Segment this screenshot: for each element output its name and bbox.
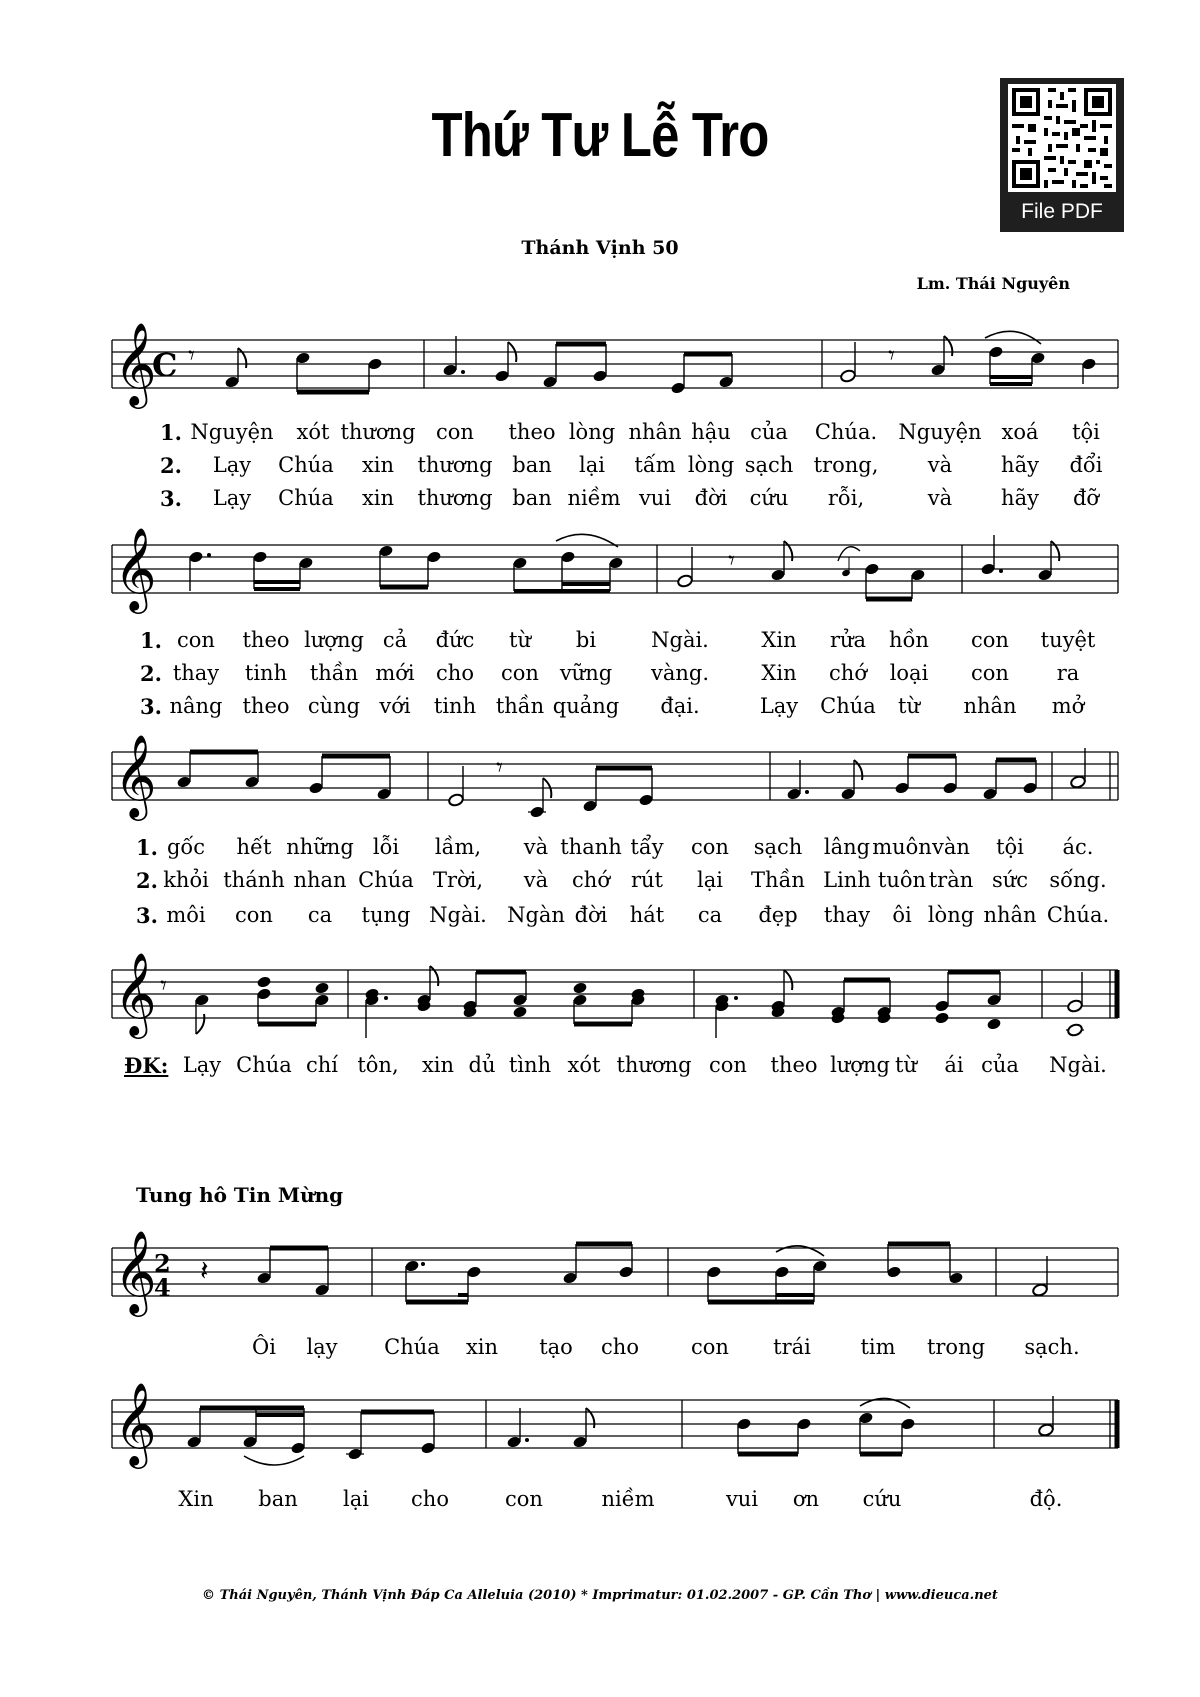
syllable: vàn xyxy=(932,835,970,859)
time-signature-top: 2 xyxy=(154,1249,171,1278)
verse-number: 2. xyxy=(160,453,182,478)
syllable: ca xyxy=(307,903,333,927)
syllable: con xyxy=(971,661,1009,685)
syllable: Chúa xyxy=(278,486,334,510)
syllable: quảng xyxy=(552,694,620,718)
syllable: trong, xyxy=(813,453,879,477)
syllable: Xin xyxy=(761,661,797,685)
syllable: Ngài. xyxy=(1049,1053,1107,1077)
staff-acclamation-2 xyxy=(0,1370,1200,1470)
syllable: vui xyxy=(638,486,672,510)
syllable: Lạy xyxy=(182,1053,222,1077)
syllable: những xyxy=(286,835,354,859)
syllable: lỗi xyxy=(372,835,400,859)
notes xyxy=(160,966,1084,1038)
syllable: nhân xyxy=(963,694,1017,718)
syllable: con xyxy=(505,1487,543,1511)
syllable: niềm xyxy=(601,1487,655,1511)
syllable: dủ xyxy=(468,1053,496,1077)
verse-number: 3. xyxy=(160,486,182,511)
syllable: lâng xyxy=(823,835,871,859)
syllable: tuôn xyxy=(877,868,927,892)
syllable: thương xyxy=(417,486,493,510)
syllable: thương xyxy=(340,420,416,444)
syllable: Chúa xyxy=(384,1335,440,1359)
syllable: tràn xyxy=(928,868,974,892)
syllable: rửa xyxy=(829,628,867,652)
syllable: nhân xyxy=(628,420,682,444)
lyric-line-3 xyxy=(0,486,1200,516)
syllable: lại xyxy=(343,1487,369,1511)
syllable: Thần xyxy=(751,868,805,892)
syllable: nhan xyxy=(293,868,347,892)
syllable: ban xyxy=(512,453,552,477)
syllable: từ xyxy=(898,694,920,718)
syllable: rút xyxy=(630,868,664,892)
syllable: rỗi, xyxy=(827,486,865,510)
staff-lines xyxy=(112,1248,1118,1296)
syllable: con xyxy=(235,903,273,927)
syllable: lạy xyxy=(306,1335,338,1359)
syllable: tuyệt xyxy=(1040,628,1096,652)
syllable: ôi xyxy=(892,903,912,927)
syllable: hãy xyxy=(1001,486,1039,510)
syllable: thay xyxy=(823,903,871,927)
lyric-line-3 xyxy=(0,903,1200,933)
syllable: loại xyxy=(889,661,929,685)
syllable: xoá xyxy=(1001,420,1039,444)
verse-number: 2. xyxy=(136,868,158,893)
syllable: đức xyxy=(435,628,475,652)
syllable: cho xyxy=(436,661,474,685)
syllable: lại xyxy=(697,868,723,892)
syllable: trái xyxy=(773,1335,811,1359)
syllable: theo xyxy=(770,1053,818,1077)
syllable: nhân xyxy=(983,903,1037,927)
syllable: đẹp xyxy=(758,903,798,927)
notes xyxy=(186,1396,1054,1465)
page-title: Thứ Tư Lễ Tro xyxy=(431,101,769,170)
syllable: ca xyxy=(697,903,723,927)
syllable: Chúa xyxy=(278,453,334,477)
syllable: thần xyxy=(309,661,359,685)
syllable: cho xyxy=(411,1487,449,1511)
syllable: con xyxy=(691,835,729,859)
syllable: đại. xyxy=(660,694,700,718)
syllable: lượng xyxy=(830,1053,890,1077)
lyric-line-1 xyxy=(0,628,1200,658)
syllable: Nguyện xyxy=(898,420,982,444)
syllable: sống. xyxy=(1049,868,1107,892)
syllable: với xyxy=(379,694,411,718)
treble-clef-icon: 𝄞 xyxy=(114,1381,157,1465)
syllable: xót xyxy=(296,420,330,444)
syllable: thương xyxy=(616,1053,692,1077)
syllable: lòng xyxy=(927,903,975,927)
syllable: Xin xyxy=(761,628,797,652)
staff-acclamation-1 xyxy=(0,1218,1200,1318)
syllable: đời xyxy=(694,486,728,510)
syllable: thánh xyxy=(223,868,285,892)
syllable: cả xyxy=(382,628,408,652)
verse-number: 3. xyxy=(136,903,158,928)
syllable: hãy xyxy=(1001,453,1039,477)
syllable: hồn xyxy=(889,628,929,652)
syllable: lượng xyxy=(304,628,364,652)
syllable: Trời, xyxy=(432,868,484,892)
treble-clef-icon: 𝄞 xyxy=(114,526,157,610)
verse-number: 1. xyxy=(140,628,162,653)
syllable: ái xyxy=(944,1053,964,1077)
syllable: vững xyxy=(559,661,613,685)
syllable: Lạy xyxy=(212,486,252,510)
syllable: tình xyxy=(508,1053,552,1077)
syllable: Nguyện xyxy=(190,420,274,444)
syllable: Lạy xyxy=(212,453,252,477)
footer-copyright: © Thái Nguyên, Thánh Vịnh Đáp Ca Alleluia (2010) * Imprimatur: 01.02.2007 - GP. Cần Thơ | www.dieuca.net xyxy=(202,1588,998,1603)
refrain-label: ĐK: xyxy=(124,1053,169,1078)
slur xyxy=(244,1456,304,1465)
syllable: và xyxy=(927,486,953,510)
syllable: Ôi xyxy=(252,1335,276,1359)
syllable: Chúa xyxy=(358,868,414,892)
syllable: thần xyxy=(495,694,545,718)
notes xyxy=(188,331,1097,394)
syllable: sạch xyxy=(753,835,803,859)
treble-clef-icon: 𝄞 xyxy=(114,733,157,817)
syllable: con xyxy=(709,1053,747,1077)
syllable: ác. xyxy=(1062,835,1094,859)
syllable: Chúa. xyxy=(1046,903,1110,927)
syllable: lại xyxy=(579,453,605,477)
lyric-line-2 xyxy=(0,868,1200,898)
lyric-line-2 xyxy=(0,661,1200,691)
syllable: cùng xyxy=(307,694,361,718)
syllable: niềm xyxy=(567,486,621,510)
syllable: đời xyxy=(574,903,608,927)
syllable: theo xyxy=(242,694,290,718)
syllable: chí xyxy=(305,1053,339,1077)
syllable: cứu xyxy=(862,1487,902,1511)
syllable: tinh xyxy=(244,661,288,685)
syllable: thanh xyxy=(560,835,622,859)
verse-number: 3. xyxy=(140,694,162,719)
lyric-line-1 xyxy=(0,420,1200,450)
syllable: Chúa xyxy=(820,694,876,718)
eighth-rest-icon: 𝄾 xyxy=(160,971,167,1001)
syllable: lầm, xyxy=(434,835,482,859)
syllable: cứu xyxy=(749,486,789,510)
eighth-rest-icon: 𝄾 xyxy=(888,341,895,371)
syllable: con xyxy=(177,628,215,652)
syllable: Ngàn xyxy=(507,903,565,927)
qr-code-badge[interactable] xyxy=(1000,78,1124,232)
syllable: ban xyxy=(512,486,552,510)
verse-number: 1. xyxy=(136,835,158,860)
syllable: hát xyxy=(629,903,665,927)
syllable: mở xyxy=(1051,694,1085,718)
verse-number: 2. xyxy=(140,661,162,686)
syllable: tinh xyxy=(433,694,477,718)
refrain-lyrics xyxy=(0,1053,1200,1083)
syllable: bi xyxy=(575,628,597,652)
notes xyxy=(188,534,1059,599)
syllable: từ xyxy=(895,1053,917,1077)
lyric-line-1 xyxy=(0,835,1200,865)
syllable: lòng xyxy=(687,453,735,477)
eighth-rest-icon: 𝄾 xyxy=(496,753,503,783)
syllable: khỏi xyxy=(163,868,209,892)
syllable: hậu xyxy=(691,420,731,444)
syllable: gốc xyxy=(166,835,206,859)
syllable: từ xyxy=(509,628,531,652)
staff-verse-3 xyxy=(0,722,1200,822)
treble-clef-icon: 𝄞 xyxy=(114,951,157,1035)
syllable: tẩy xyxy=(630,835,664,859)
verse-number: 1. xyxy=(160,420,182,445)
psalm-subtitle: Thánh Vịnh 50 xyxy=(521,237,679,259)
syllable: Xin xyxy=(178,1487,214,1511)
syllable: lòng xyxy=(568,420,616,444)
syllable: và xyxy=(927,453,953,477)
composer-name: Lm. Thái Nguyên xyxy=(916,274,1070,293)
syllable: và xyxy=(523,835,549,859)
slur xyxy=(985,331,1041,344)
syllable: mới xyxy=(375,661,415,685)
syllable: sức xyxy=(991,868,1029,892)
staff-refrain xyxy=(0,940,1200,1040)
syllable: đỡ xyxy=(1072,486,1100,510)
staff-verse-1 xyxy=(0,310,1200,410)
syllable: tạo xyxy=(539,1335,573,1359)
acclamation-lyrics-2 xyxy=(0,1487,1200,1517)
syllable: tấm xyxy=(634,453,676,477)
quarter-rest-icon: 𝄽 xyxy=(200,1254,209,1287)
syllable: chớ xyxy=(572,868,610,892)
treble-clef-icon: 𝄞 xyxy=(114,321,157,405)
syllable: của xyxy=(981,1053,1019,1077)
syllable: Ngài. xyxy=(429,903,487,927)
syllable: Linh xyxy=(823,868,871,892)
acclamation-heading: Tung hô Tin Mừng xyxy=(136,1183,344,1207)
syllable: Ngài. xyxy=(651,628,709,652)
syllable: con xyxy=(501,661,539,685)
syllable: cho xyxy=(601,1335,639,1359)
lyric-line-3 xyxy=(0,694,1200,724)
syllable: tụng xyxy=(361,903,411,927)
staff-lines xyxy=(112,752,1118,800)
syllable: con xyxy=(971,628,1009,652)
time-signature: C xyxy=(152,346,178,384)
syllable: ban xyxy=(258,1487,298,1511)
syllable: tội xyxy=(1072,420,1100,444)
qr-code-icon xyxy=(1008,84,1116,192)
syllable: môi xyxy=(166,903,206,927)
syllable: con xyxy=(691,1335,729,1359)
syllable: xin xyxy=(421,1053,455,1077)
syllable: độ. xyxy=(1029,1487,1063,1511)
staff-verse-2 xyxy=(0,515,1200,615)
lyric-line-2 xyxy=(0,453,1200,483)
acclamation-lyrics-1 xyxy=(0,1335,1200,1365)
syllable: ơn xyxy=(792,1487,820,1511)
syllable: Lạy xyxy=(759,694,799,718)
syllable: vàng. xyxy=(650,661,710,685)
syllable: xin xyxy=(361,453,395,477)
syllable: vui xyxy=(725,1487,759,1511)
syllable: Chúa. xyxy=(814,420,878,444)
syllable: theo xyxy=(508,420,556,444)
syllable: sạch. xyxy=(1024,1335,1080,1359)
syllable: tim xyxy=(860,1335,896,1359)
syllable: xót xyxy=(567,1053,601,1077)
syllable: xin xyxy=(361,486,395,510)
syllable: hết xyxy=(236,835,272,859)
syllable: theo xyxy=(242,628,290,652)
syllable: muôn xyxy=(872,835,932,859)
syllable: và xyxy=(523,868,549,892)
syllable: sạch xyxy=(744,453,794,477)
notes xyxy=(176,748,1086,819)
syllable: tội xyxy=(996,835,1024,859)
staff-lines xyxy=(112,340,1118,388)
syllable: xin xyxy=(465,1335,499,1359)
syllable: ra xyxy=(1056,661,1080,685)
syllable: đổi xyxy=(1069,453,1103,477)
time-signature-bottom: 4 xyxy=(154,1273,171,1302)
syllable: trong xyxy=(926,1335,986,1359)
notes xyxy=(200,1244,1048,1302)
syllable: tôn, xyxy=(357,1053,399,1077)
qr-file-pdf-label: File PDF xyxy=(1021,200,1103,223)
syllable: của xyxy=(750,420,788,444)
syllable: con xyxy=(436,420,474,444)
syllable: chớ xyxy=(829,661,867,685)
syllable: thay xyxy=(172,661,220,685)
treble-clef-icon: 𝄞 xyxy=(114,1229,157,1313)
eighth-rest-icon: 𝄾 xyxy=(188,341,195,371)
eighth-rest-icon: 𝄾 xyxy=(728,546,735,576)
syllable: Chúa xyxy=(236,1053,292,1077)
syllable: thương xyxy=(417,453,493,477)
syllable: nâng xyxy=(169,694,223,718)
